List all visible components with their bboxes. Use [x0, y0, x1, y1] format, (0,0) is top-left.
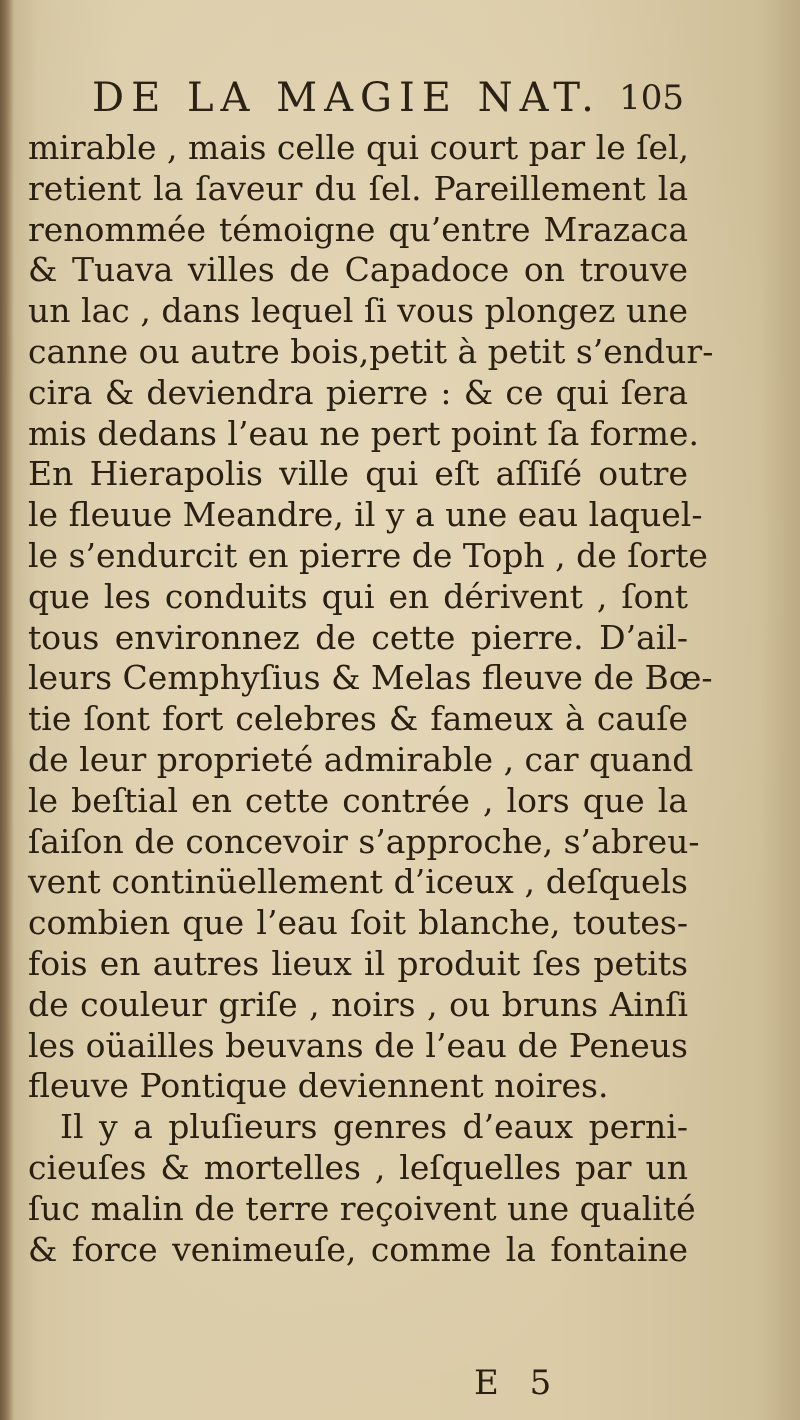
text-line: fleuve Pontique deviennent noires.	[28, 1066, 609, 1106]
book-spine-shadow	[0, 0, 14, 1420]
text-line: mirable , mais celle qui court par le ſel,	[28, 128, 690, 167]
text-line: de leur proprieté admirable , car quand	[28, 739, 694, 779]
text-line: renommée témoigne qu’entre Mrazaca	[28, 209, 688, 249]
running-header	[92, 68, 684, 128]
text-line: & Tuava villes de Capadoce on trouve	[28, 250, 688, 290]
text-line: les oüailles beuvans de l’eau de Peneus	[28, 1025, 688, 1065]
text-line: le fleuue Meandre, il y a une eau laquel-	[28, 495, 703, 535]
signature-mark: E 5	[474, 1363, 562, 1403]
text-line: ſaiſon de concevoir s’approche, s’abreu-	[28, 821, 700, 861]
text-line: fois en autres lieux il produit ſes petits	[28, 943, 688, 983]
page-number: 105	[619, 78, 684, 118]
running-title: DE LA MAGIE NAT.	[92, 75, 601, 121]
text-line: un lac , dans lequel ſi vous plongez une	[28, 291, 688, 331]
text-line: cieuſes & mortelles , leſquelles par un	[28, 1147, 688, 1187]
text-line: cira & deviendra pierre : & ce qui ſera	[28, 372, 688, 412]
text-line: combien que l’eau ſoit blanche, toutes-	[28, 903, 688, 943]
text-line: retient la ſaveur du ſel. Pareillement la	[28, 168, 688, 208]
text-line: canne ou autre bois,petit à petit s’endur-	[28, 331, 714, 371]
text-line: ſuc malin de terre reçoivent une qualité	[28, 1188, 696, 1228]
text-line: tous environnez de cette pierre. D’ail-	[28, 617, 688, 657]
text-line: le beſtial en cette contrée , lors que la	[28, 780, 688, 820]
text-line: leurs Cemphyſius & Melas fleuve de Bœ-	[28, 658, 713, 698]
text-line: vent continüellement d’iceux , deſquels	[28, 862, 688, 902]
text-line: tie ſont fort celebres & fameux à cauſe	[28, 699, 688, 739]
text-line: le s’endurcit en pierre de Toph , de ſorte	[28, 535, 708, 575]
body-text	[28, 128, 714, 1270]
text-line: En Hierapolis ville qui eſt aſſiſé outre	[28, 454, 688, 494]
text-line: Il y a pluſieurs genres d’eaux perni-	[60, 1107, 688, 1147]
text-line: que les conduits qui en dérivent , ſont	[28, 576, 688, 616]
text-line: & force venimeuſe, comme la fontaine	[28, 1229, 688, 1269]
text-line: mis dedans l’eau ne pert point ſa forme.	[28, 413, 699, 453]
text-line: de couleur griſe , noirs , ou bruns Ainſi	[28, 984, 688, 1024]
